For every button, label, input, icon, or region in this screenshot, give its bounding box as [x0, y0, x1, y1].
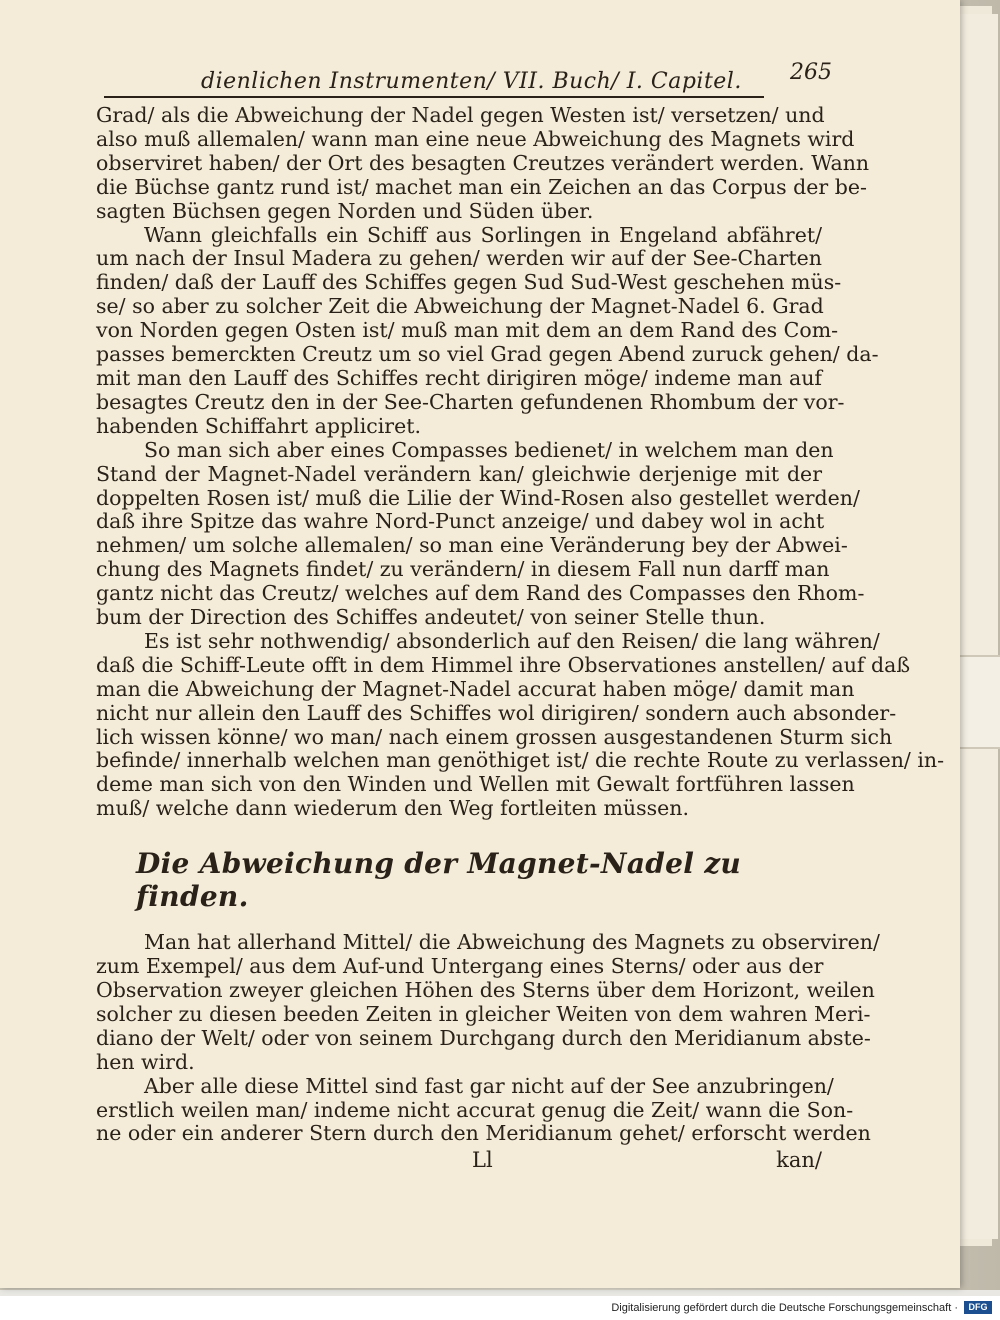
text-line: So man sich aber eines Compasses bedienet/ in welchem man den: [144, 437, 834, 462]
text-line: nehmen/ um solche allemalen/ so man eine Veränderung bey der Abwei-: [96, 533, 848, 558]
signature-mark: Ll: [472, 1148, 493, 1173]
text-line: besagtes Creutz den in der See-Charten gefundenen Rhombum der vor-: [96, 389, 845, 414]
text-line: Es ist sehr nothwendig/ absonderlich auf den Reisen/ die lang währen/: [144, 628, 880, 653]
paragraph: [96, 628, 945, 821]
text-line: Man hat allerhand Mittel/ die Abweichung des Magnets zu observiren/: [144, 930, 880, 955]
text-line: mit man den Lauff des Schiffes recht dirigiren möge/ indeme man auf: [96, 365, 822, 390]
text-line: Grad/ als die Abweichung der Nadel gegen Westen ist/ versetzen/ und: [96, 103, 825, 127]
page-number: 265: [790, 60, 832, 85]
text-line: von Norden gegen Osten ist/ muß man mit dem an dem Rand des Com-: [96, 318, 839, 343]
text-line: Observation zweyer gleichen Höhen des Sterns über dem Horizont, weilen: [96, 978, 875, 1002]
body-text-after-heading: [96, 930, 880, 1146]
section-heading: Die Abweichung der Magnet-Nadel zu finden.: [136, 847, 742, 914]
text-line: ne oder ein anderer Stern durch den Meridianum gehet/ erforscht werden: [96, 1121, 871, 1146]
text-line: se/ so aber zu solcher Zeit die Abweichung der Magnet-Nadel 6. Grad: [96, 294, 824, 319]
text-line: die Büchse gantz rund ist/ machet man ein Zeichen an das Corpus der be-: [96, 174, 867, 199]
text-line: Stand der Magnet-Nadel verändern kan/ gleichwie derjenige mit der: [96, 461, 822, 486]
text-line: man die Abweichung der Magnet-Nadel accurat haben möge/ damit man: [96, 676, 855, 701]
paragraph: [96, 222, 879, 439]
text-line: gantz nicht das Creutz/ welches auf dem Rand des Compasses den Rhom-: [96, 581, 865, 606]
text-line: habenden Schiffahrt appliciret.: [96, 413, 421, 438]
stacked-page-edge: [957, 14, 998, 1239]
body-text-before-heading: [96, 103, 945, 821]
paragraph: [96, 1073, 871, 1147]
text-line: diano der Welt/ oder von seinem Durchgang durch den Meridianum abste-: [96, 1025, 871, 1050]
text-line: lich wissen könne/ wo man/ nach einem grossen ausgestandenen Sturm sich: [96, 724, 893, 749]
text-line: sagten Büchsen gegen Norden und Süden über.: [96, 198, 594, 223]
text-line: nicht nur allein den Lauff des Schiffes wol dirigiren/ sondern auch absonder-: [96, 700, 897, 725]
text-line: daß die Schiff-Leute offt in dem Himmel ihre Observationes anstellen/ auf daß: [96, 652, 911, 677]
text-line: also muß allemalen/ wann man eine neue Abweichung des Magnets wird: [96, 126, 855, 151]
text-line: finden/ daß der Lauff des Schiffes gegen Sud Sud-West geschehen müs-: [96, 270, 842, 295]
paragraph: [96, 930, 880, 1074]
text-line: bum der Direction des Schiffes andeutet/ von seiner Stelle thun.: [96, 605, 766, 630]
text-line: muß/ welche dann wiederum den Weg fortleiten müssen.: [96, 796, 690, 821]
page-header: [96, 48, 832, 94]
dfg-logo: DFG: [964, 1301, 992, 1314]
catchword: kan/: [776, 1148, 822, 1173]
text-line: zum Exempel/ aus dem Auf-und Untergang eines Sterns/ oder aus der: [96, 954, 824, 979]
text-line: deme man sich von den Winden und Wellen mit Gewalt fortführen lassen: [96, 772, 855, 797]
text-line: daß ihre Spitze das wahre Nord-Punct anzeige/ und dabey wol in acht: [96, 509, 825, 534]
text-line: chung des Magnets findet/ zu verändern/ in diesem Fall nun darff man: [96, 557, 830, 582]
text-line: solcher zu diesen beeden Zeiten in gleicher Weiten von dem wahren Meri-: [96, 1001, 871, 1026]
text-line: erstlich weilen man/ indeme nicht accurat genug die Zeit/ wann die Son-: [96, 1097, 854, 1122]
page-footer-line: [96, 1148, 822, 1174]
text-line: Aber alle diese Mittel sind fast gar nicht auf der See anzubringen/: [144, 1073, 834, 1098]
text-line: um nach der Insul Madera zu gehen/ werden wir auf der See-Charten: [96, 246, 822, 271]
page-text-block: [96, 48, 945, 1174]
text-line: doppelten Rosen ist/ muß die Lilie der Wind-Rosen also gestellet werden/: [96, 485, 860, 510]
digitization-credit-bar: [0, 1296, 1000, 1320]
running-head: dienlichen Instrumenten/ VII. Buch/ I. Capitel.: [201, 69, 742, 94]
text-line: observiret haben/ der Ort des besagten Creutzes verändert werden. Wann: [96, 150, 870, 175]
text-line: Wann gleichfalls ein Schiff aus Sorlingen in Engeland abfähret/: [144, 222, 822, 247]
paragraph: [96, 437, 865, 630]
text-line: hen wird.: [96, 1049, 195, 1074]
text-line: befinde/ innerhalb welchen man genöthiget ist/ die rechte Route zu verlassen/ in-: [96, 748, 945, 773]
header-rule: [104, 96, 764, 98]
paragraph: [96, 103, 870, 224]
text-line: passes bemerckten Creutz um so viel Grad gegen Abend zuruck gehen/ da-: [96, 342, 879, 367]
digitization-credit: Digitalisierung gefördert durch die Deutsche Forschungsgemeinschaft ·: [611, 1302, 958, 1314]
